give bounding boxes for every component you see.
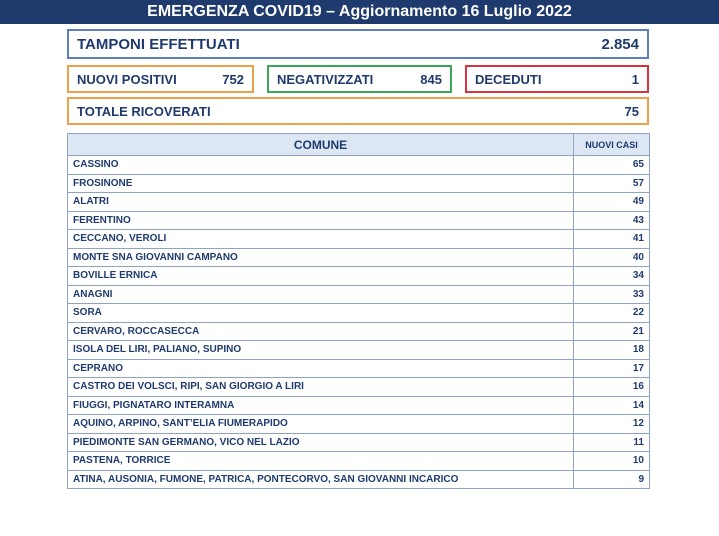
table-row: [68, 285, 650, 304]
nuovi-casi-cell: 33: [574, 285, 650, 304]
table-row: [68, 248, 650, 267]
table-row: [68, 415, 650, 434]
table-row: [68, 174, 650, 193]
negativizzati-label: NEGATIVIZZATI: [277, 71, 374, 87]
negativizzati-box: [267, 65, 452, 93]
nuovi-casi-cell: 65: [574, 156, 650, 175]
nuovi-casi-cell: 16: [574, 378, 650, 397]
table-row: [68, 359, 650, 378]
deceduti-value: 1: [631, 71, 639, 87]
table-row: [68, 193, 650, 212]
nuovi-casi-cell: 18: [574, 341, 650, 360]
header-comune: COMUNE: [68, 134, 574, 156]
comune-cell: PIEDIMONTE SAN GERMANO, VICO NEL LAZIO: [68, 433, 574, 452]
table-row: [68, 378, 650, 397]
comune-cell: SORA: [68, 304, 574, 323]
table-row: [68, 322, 650, 341]
table-row: [68, 156, 650, 175]
header-nuovi-casi: NUOVI CASI: [574, 134, 650, 156]
ricoverati-box: [67, 97, 649, 125]
table-row: [68, 211, 650, 230]
tamponi-value: 2.854: [601, 35, 639, 53]
nuovi-casi-cell: 10: [574, 452, 650, 471]
table-row: [68, 304, 650, 323]
table-row: [68, 230, 650, 249]
ricoverati-label: TOTALE RICOVERATI: [77, 103, 211, 119]
comune-cell: ATINA, AUSONIA, FUMONE, PATRICA, PONTECORVO, SAN GIOVANNI INCARICO: [68, 470, 574, 489]
comune-cell: ALATRI: [68, 193, 574, 212]
nuovi-casi-cell: 12: [574, 415, 650, 434]
table-row: [68, 396, 650, 415]
deceduti-box: [465, 65, 649, 93]
nuovi-casi-cell: 43: [574, 211, 650, 230]
table-row: [68, 341, 650, 360]
comune-cell: FERENTINO: [68, 211, 574, 230]
nuovi-casi-cell: 57: [574, 174, 650, 193]
comune-cell: BOVILLE ERNICA: [68, 267, 574, 286]
negativizzati-value: 845: [420, 71, 442, 87]
comune-cell: FIUGGI, PIGNATARO INTERAMNA: [68, 396, 574, 415]
comune-cell: CECCANO, VEROLI: [68, 230, 574, 249]
banner-title: EMERGENZA COVID19 – Aggiornamento 16 Luglio 2022: [0, 0, 719, 24]
comune-cell: CASSINO: [68, 156, 574, 175]
table-header-row: [68, 134, 650, 156]
comune-cell: ISOLA DEL LIRI, PALIANO, SUPINO: [68, 341, 574, 360]
comuni-table: [67, 133, 650, 489]
comune-cell: AQUINO, ARPINO, SANT’ELIA FIUMERAPIDO: [68, 415, 574, 434]
positivi-label: NUOVI POSITIVI: [77, 71, 177, 87]
deceduti-label: DECEDUTI: [475, 71, 542, 87]
tamponi-box: [67, 29, 649, 59]
comune-cell: MONTE SNA GIOVANNI CAMPANO: [68, 248, 574, 267]
comune-cell: CASTRO DEI VOLSCI, RIPI, SAN GIORGIO A LIRI: [68, 378, 574, 397]
table-row: [68, 470, 650, 489]
comune-cell: ANAGNI: [68, 285, 574, 304]
comune-cell: FROSINONE: [68, 174, 574, 193]
nuovi-casi-cell: 34: [574, 267, 650, 286]
nuovi-casi-cell: 17: [574, 359, 650, 378]
comune-cell: CEPRANO: [68, 359, 574, 378]
table-row: [68, 267, 650, 286]
nuovi-casi-cell: 49: [574, 193, 650, 212]
comune-cell: PASTENA, TORRICE: [68, 452, 574, 471]
nuovi-casi-cell: 9: [574, 470, 650, 489]
nuovi-casi-cell: 22: [574, 304, 650, 323]
table-row: [68, 452, 650, 471]
ricoverati-value: 75: [624, 103, 639, 119]
tamponi-label: TAMPONI EFFETTUATI: [77, 35, 240, 53]
positivi-box: [67, 65, 254, 93]
comune-cell: CERVARO, ROCCASECCA: [68, 322, 574, 341]
nuovi-casi-cell: 21: [574, 322, 650, 341]
nuovi-casi-cell: 14: [574, 396, 650, 415]
nuovi-casi-cell: 41: [574, 230, 650, 249]
table-row: [68, 433, 650, 452]
nuovi-casi-cell: 40: [574, 248, 650, 267]
nuovi-casi-cell: 11: [574, 433, 650, 452]
positivi-value: 752: [222, 71, 244, 87]
